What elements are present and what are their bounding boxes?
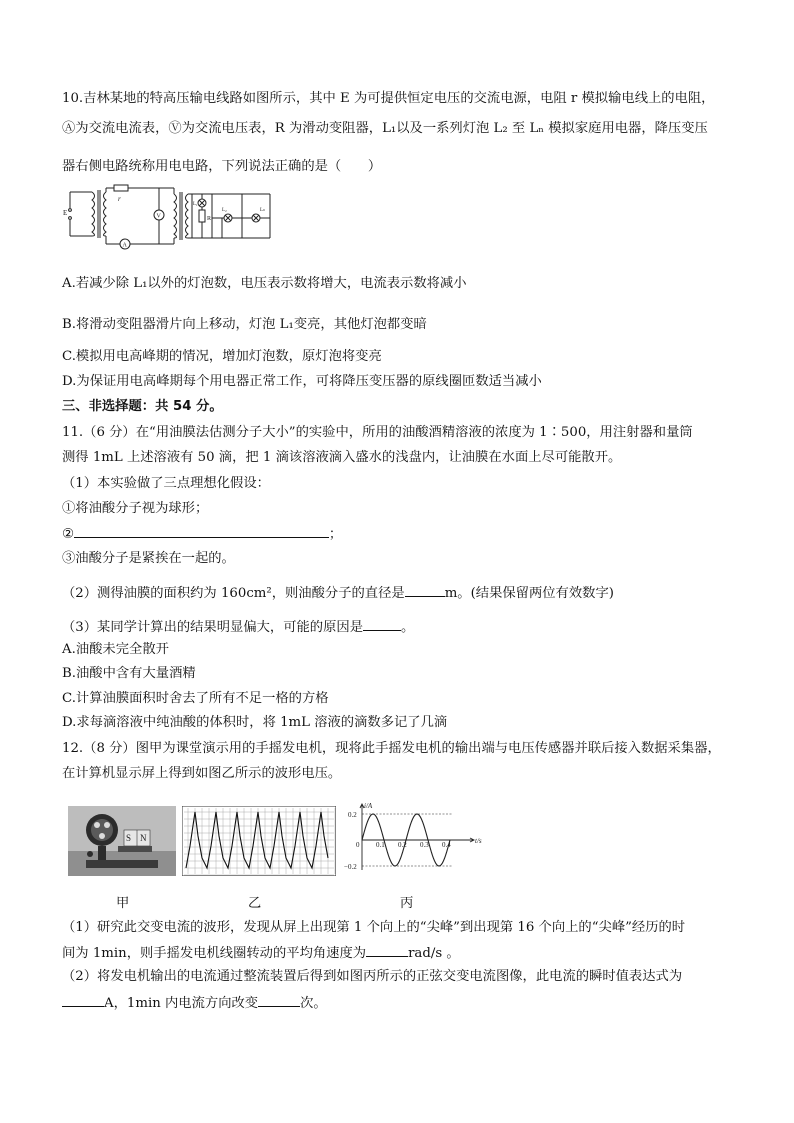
caption-bing: 丙 <box>400 896 414 911</box>
q10-option-b: B.将滑动变阻器滑片向上移动，灯泡 L₁变亮，其他灯泡都变暗 <box>62 317 427 332</box>
q10-option-c: C.模拟用电高峰期的情况，增加灯泡数，原灯泡将变亮 <box>62 349 382 364</box>
q11-assumption-3: ③油酸分子是紧挨在一起的。 <box>62 551 235 566</box>
label-L1: L₁ <box>193 202 198 207</box>
generator-photo <box>68 806 176 876</box>
graph-origin: 0 <box>356 841 360 849</box>
q11-assumption-2 <box>62 525 342 544</box>
q11-diameter-blank[interactable] <box>405 584 445 597</box>
q11-assumption-2-prefix: ② <box>62 527 74 542</box>
q11-part-2-prefix: （2）测得油膜的面积约为 160cm²，则油酸分子的直径是 <box>62 586 405 601</box>
q12-part-1-line-1: （1）研究此交变电流的波形，发现从屏上出现第 1 个向上的“尖峰”到出现第 16 个向上的“尖峰”经历的时 <box>62 920 686 935</box>
q10-line-3: 器右侧电路统称用电电路，下列说法正确的是（ ） <box>62 159 382 174</box>
q12-part-2-mid: A，1min 内电流方向改变 <box>104 996 259 1011</box>
label-A: A <box>122 242 127 249</box>
label-Ln: Lₙ <box>260 208 266 213</box>
q12-angular-speed-blank[interactable] <box>366 944 408 957</box>
graph-ytick-pos: 0.2 <box>348 811 357 819</box>
caption-yi: 乙 <box>248 896 262 911</box>
q11-part-3-suffix: 。 <box>401 620 415 635</box>
q10-option-d: D.为保证用电高峰期每个用电器正常工作，可将降压变压器的原线圈匝数适当减小 <box>62 374 542 389</box>
label-V: V <box>156 213 161 220</box>
q11-line-1: 11.（6 分）在“用油膜法估测分子大小”的实验中，所用的油酸酒精溶液的浓度为 1∶500，用注射器和量筒 <box>62 425 693 440</box>
graph-xtick-1: 0.1 <box>376 841 385 849</box>
q11-option-b: B.油酸中含有大量酒精 <box>62 666 196 681</box>
q11-part-3-prefix: （3）某同学计算出的结果明显偏大，可能的原因是 <box>62 620 363 635</box>
q12-part-1-suffix: rad/s 。 <box>408 946 460 961</box>
graph-xtick-2: 0.2 <box>398 841 407 849</box>
q11-part-3 <box>62 618 414 637</box>
graph-xlabel: t/s <box>475 837 482 845</box>
q11-part-2 <box>62 584 614 603</box>
q11-assumption-2-suffix: ； <box>328 527 343 542</box>
q11-part-2-suffix: m。(结果保留两位有效数字) <box>444 586 614 601</box>
q11-reason-blank[interactable] <box>363 618 401 631</box>
q11-option-d: D.求每滴溶液中纯油酸的体积时，将 1mL 溶液的滴数多记了几滴 <box>62 715 448 730</box>
caption-jia: 甲 <box>116 896 130 911</box>
q12-line-2: 在计算机显示屏上得到如图乙所示的波形电压。 <box>62 766 342 781</box>
magnet-s-label: S <box>126 833 132 843</box>
q12-part-2-line-2 <box>62 994 327 1013</box>
q12-expression-blank[interactable] <box>62 994 104 1007</box>
q12-line-1: 12.（8 分）图甲为课堂演示用的手摇发电机，现将此手摇发电机的输出端与电压传感器并联后接入数据采集器， <box>62 741 721 756</box>
label-L2: L₂ <box>222 208 227 213</box>
q11-part-1: （1）本实验做了三点理想化假设： <box>62 476 270 491</box>
q11-assumption-1: ①将油酸分子视为球形； <box>62 501 209 516</box>
label-R: R <box>207 216 212 222</box>
graph-ytick-neg: −0.2 <box>344 863 357 871</box>
label-r: r <box>118 195 121 203</box>
q12-part-2-line-1: （2）将发电机输出的电流通过整流装置后得到如图丙所示的正弦交变电流图像，此电流的瞬时值表达式为 <box>62 969 683 984</box>
label-E: E <box>63 209 68 217</box>
q12-part-1-line-2 <box>62 944 460 963</box>
q10-option-a: A.若减少除 L₁以外的灯泡数，电压表示数将增大，电流表示数将减小 <box>62 276 467 291</box>
q10-line-1: 10.吉林某地的特高压输电线路如图所示，其中 E 为可提供恒定电压的交流电源，电阻 r 模拟输电线上的电阻， <box>62 91 715 106</box>
q11-assumption-2-blank[interactable] <box>74 525 329 538</box>
q12-part-1-prefix: 间为 1min，则手摇发电机线圈转动的平均角速度为 <box>62 946 367 961</box>
graph-xtick-4: 0.4 <box>442 841 451 849</box>
magnet-n-label: N <box>140 833 147 843</box>
q11-option-a: A.油酸未完全散开 <box>62 642 169 657</box>
section-heading: 三、非选择题：共 54 分。 <box>62 399 223 414</box>
graph-ylabel: i/A <box>364 802 373 810</box>
q11-line-2: 测得 1mL 上述溶液有 50 滴，把 1 滴该溶液滴入盛水的浅盘内，让油膜在水面上尽可能散开。 <box>62 450 622 465</box>
q11-option-c: C.计算油膜面积时舍去了所有不足一格的方格 <box>62 691 329 706</box>
q10-circuit-diagram <box>62 182 276 252</box>
current-time-graph <box>340 800 490 876</box>
graph-xtick-3: 0.3 <box>420 841 429 849</box>
q12-part-2-suffix: 次。 <box>300 996 327 1011</box>
waveform-screen <box>182 806 336 876</box>
q10-line-2: Ⓐ为交流电流表，Ⓥ为交流电压表，R 为滑动变阻器，L₁以及一系列灯泡 L₂ 至 Lₙ 模拟家庭用电器，降压变压 <box>62 121 708 136</box>
q12-direction-changes-blank[interactable] <box>258 994 300 1007</box>
